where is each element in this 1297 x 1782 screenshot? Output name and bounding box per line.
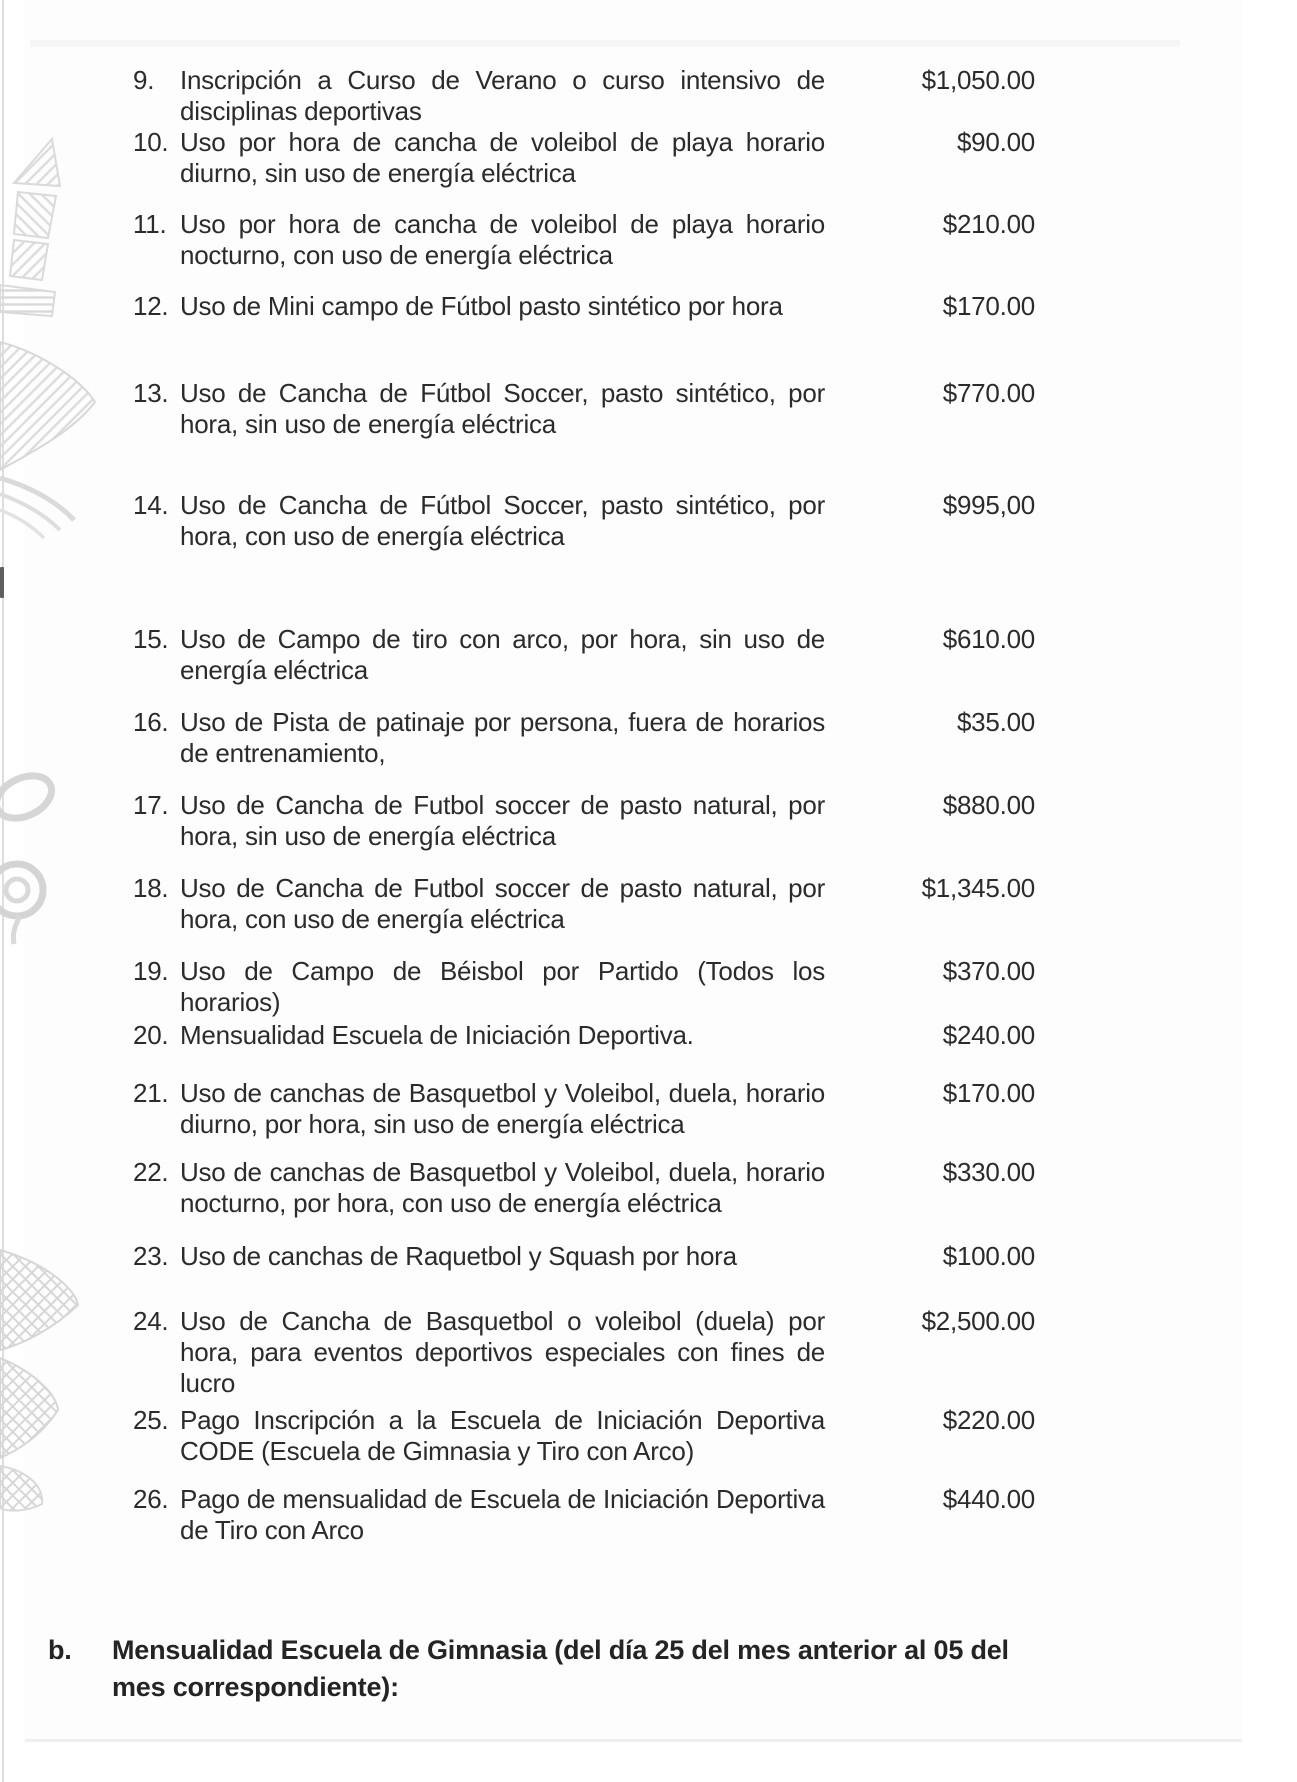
subsection-label: b. [48,1635,72,1665]
item-description: Inscripción a Curso de Verano o curso intensivo de disciplinas deportivas [180,65,825,126]
fee-item [133,956,1035,1018]
item-description: Pago Inscripción a la Escuela de Iniciación Deportiva CODE (Escuela de Gimnasia y Tiro con Arco) [180,1405,825,1466]
item-number: 10. [133,127,169,157]
item-number: 25. [133,1405,169,1435]
item-description: Pago de mensualidad de Escuela de Iniciación Deportiva de Tiro con Arco [180,1484,825,1545]
item-number: 23. [133,1241,169,1271]
fee-item [133,624,1035,686]
item-description: Uso de Pista de patinaje por persona, fuera de horarios de entrenamiento, [180,707,825,768]
item-price: $1,345.00 [921,873,1035,903]
item-number: 9. [133,65,155,95]
fee-item [133,490,1035,552]
item-price: $1,050.00 [921,65,1035,95]
item-price: $330.00 [942,1157,1035,1187]
scan-artifact-top-band [30,40,1180,47]
fee-item [133,1484,1035,1546]
subsection-title: Mensualidad Escuela de Gimnasia (del día 25 del mes anterior al 05 del mes correspondiente): [112,1635,1009,1702]
item-price: $100.00 [942,1241,1035,1271]
item-number: 26. [133,1484,169,1514]
item-description: Uso de Cancha de Basquetbol o voleibol (duela) por hora, para eventos deportivos especiales con fines de lucro [180,1306,825,1398]
item-price: $220.00 [942,1405,1035,1435]
item-price: $770.00 [942,378,1035,408]
fee-item [133,1405,1035,1467]
item-number: 19. [133,956,169,986]
fee-item [133,1306,1035,1399]
item-number: 16. [133,707,169,737]
item-number: 20. [133,1020,169,1050]
subsection-heading [48,1632,1038,1706]
item-description: Uso de Cancha de Fútbol Soccer, pasto sintético, por hora, con uso de energía eléctrica [180,490,825,551]
item-price: $995,00 [942,490,1035,520]
item-description: Uso de Mini campo de Fútbol pasto sintético por hora [180,291,783,321]
item-price: $370.00 [942,956,1035,986]
item-description: Uso de canchas de Basquetbol y Voleibol, duela, horario diurno, por hora, sin uso de energía eléctrica [180,1078,825,1139]
item-number: 21. [133,1078,169,1108]
fee-item [133,378,1035,440]
fee-item [133,65,1035,127]
item-number: 14. [133,490,169,520]
fee-item [133,127,1035,189]
item-price: $210.00 [942,209,1035,239]
item-description: Mensualidad Escuela de Iniciación Deportiva. [180,1020,694,1050]
item-number: 17. [133,790,169,820]
item-price: $90.00 [956,127,1035,157]
fee-item [133,790,1035,852]
item-number: 11. [133,209,167,239]
fee-item [133,1241,1035,1272]
item-price: $610.00 [942,624,1035,654]
item-description: Uso por hora de cancha de voleibol de playa horario diurno, sin uso de energía eléctrica [180,127,825,188]
item-description: Uso de canchas de Raquetbol y Squash por hora [180,1241,737,1271]
fee-item [133,291,1035,322]
item-price: $880.00 [942,790,1035,820]
item-description: Uso de Campo de tiro con arco, por hora, sin uso de energía eléctrica [180,624,825,685]
item-price: $170.00 [942,1078,1035,1108]
item-price: $240.00 [942,1020,1035,1050]
item-price: $35.00 [956,707,1035,737]
fee-list [133,65,1035,1546]
left-margin-watermark [0,0,120,1782]
item-number: 12. [133,291,169,321]
fee-item [133,1157,1035,1219]
item-description: Uso de canchas de Basquetbol y Voleibol, duela, horario nocturno, por hora, con uso de energía eléctrica [180,1157,825,1218]
item-number: 15. [133,624,169,654]
fee-item [133,1020,1035,1051]
fee-item [133,707,1035,769]
item-description: Uso de Campo de Béisbol por Partido (Todos los horarios) [180,956,825,1017]
fee-item [133,873,1035,935]
fee-item [133,1078,1035,1140]
item-description: Uso de Cancha de Futbol soccer de pasto natural, por hora, sin uso de energía eléctrica [180,790,825,851]
fee-item [133,209,1035,271]
item-number: 18. [133,873,169,903]
item-description: Uso de Cancha de Futbol soccer de pasto natural, por hora, con uso de energía eléctrica [180,873,825,934]
item-description: Uso de Cancha de Fútbol Soccer, pasto sintético, por hora, sin uso de energía eléctrica [180,378,825,439]
item-number: 24. [133,1306,169,1336]
item-number: 13. [133,378,169,408]
item-price: $440.00 [942,1484,1035,1514]
item-price: $170.00 [942,291,1035,321]
item-description: Uso por hora de cancha de voleibol de playa horario nocturno, con uso de energía eléctrica [180,209,825,270]
item-number: 22. [133,1157,169,1187]
item-price: $2,500.00 [921,1306,1035,1336]
